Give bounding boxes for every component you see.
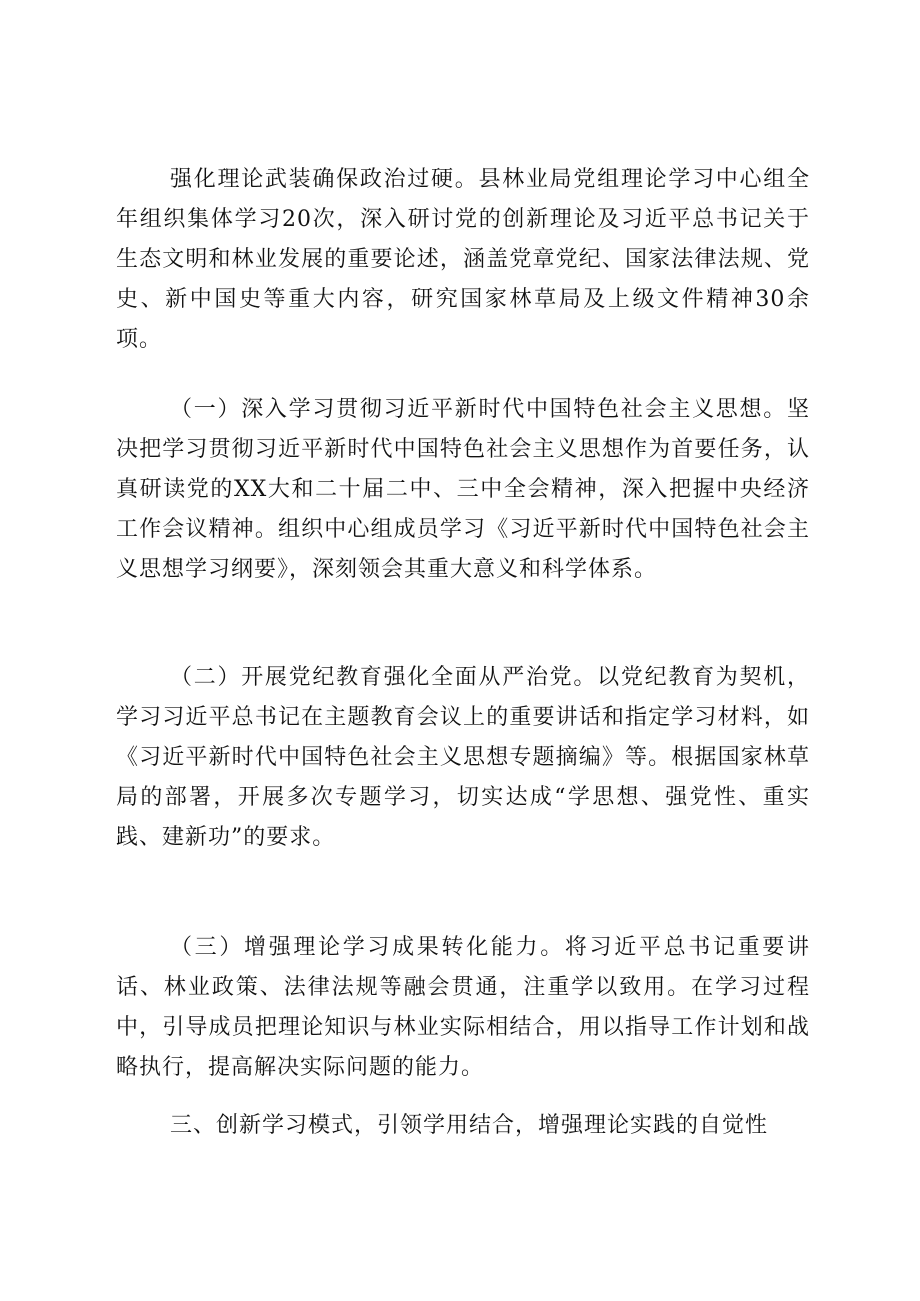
paragraph-section-three: （三）增强理论学习成果转化能力。将习近平总书记重要讲话、林业政策、法律法规等融会贯通，注重学以致用。在学习过程中，引导成员把理论知识与林业实际相结合，用以指导工作计划和战略执行，提高解决实际问题的能力。	[116, 935, 810, 1080]
paragraph-theory-armament: 强化理论武装确保政治过硬。县林业局党组理论学习中心组全年组织集体学习20次，深入研讨党的创新理论及习近平总书记关于生态文明和林业发展的重要论述，涵盖党章党纪、国家法律法规、党史、新中国史等重大内容，研究国家林草局及上级文件精神30余项。	[116, 167, 810, 352]
section-heading-three: 三、创新学习模式，引领学用结合，增强理论实践的自觉性	[170, 1113, 769, 1138]
paragraph-section-two: （二）开展党纪教育强化全面从严治党。以党纪教育为契机，学习习近平总书记在主题教育会议上的重要讲话和指定学习材料，如《习近平新时代中国特色社会主义思想专题摘编》等。根据国家林草局的部署，开展多次专题学习，切实达成“学思想、强党性、重实践、建新功”的要求。	[116, 665, 810, 850]
paragraph-section-one: （一）深入学习贯彻习近平新时代中国特色社会主义思想。坚决把学习贯彻习近平新时代中国特色社会主义思想作为首要任务，认真研读党的XX大和二十届二中、三中全会精神，深入把握中央经济工作会议精神。组织中心组成员学习《习近平新时代中国特色社会主义思想学习纲要》，深刻领会其重大意义和科学体系。	[116, 397, 810, 582]
